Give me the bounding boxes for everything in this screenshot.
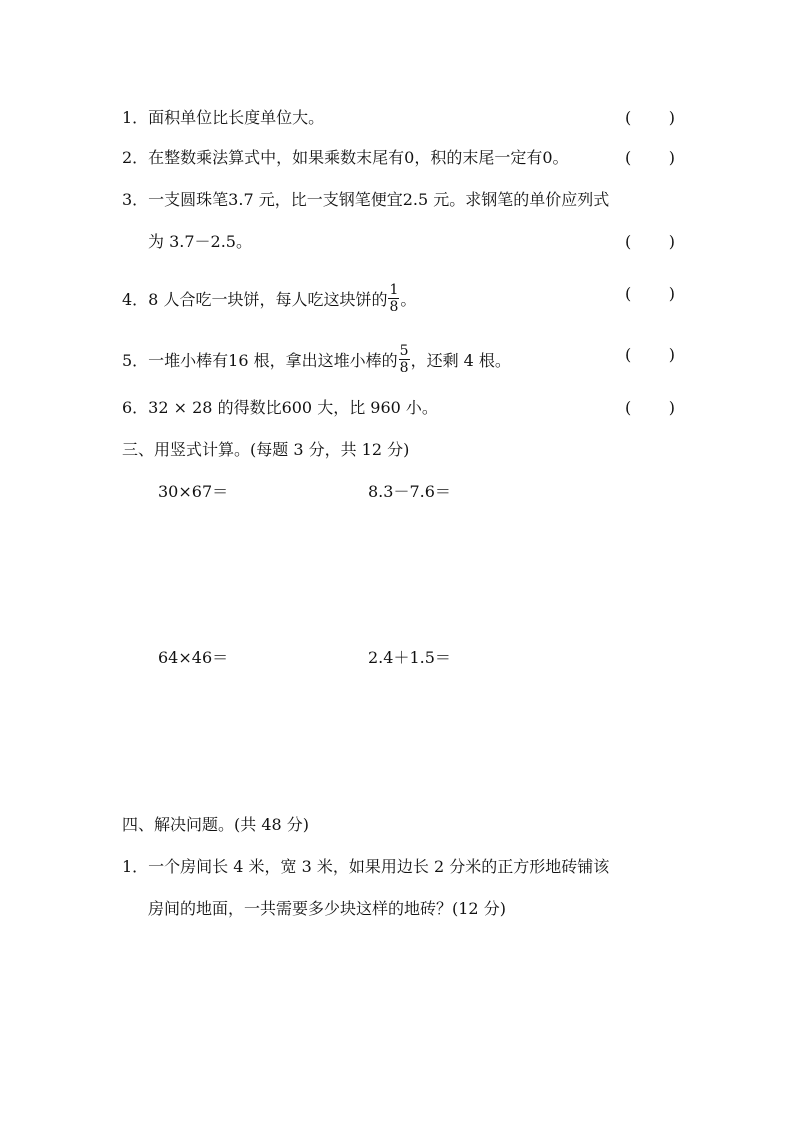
answer-parentheses-4[interactable]: ( )	[625, 284, 675, 303]
calc-problem-3: 64×46＝	[158, 648, 229, 667]
fraction: $\frac{1}{8}$	[389, 282, 399, 315]
judge-item-3-line1: 3．一支圆珠笔3.7 元，比一支钢笔便宜2.5 元。求钢笔的单价应列式	[122, 190, 610, 209]
section-4-heading: 四、解决问题。(共 48 分)	[122, 815, 310, 834]
calc-problem-2: 8.3－7.6＝	[368, 482, 451, 501]
answer-parentheses-3[interactable]: ( )	[625, 232, 675, 251]
word-problem-1-line2: 房间的地面，一共需要多少块这样的地砖？(12 分)	[148, 899, 506, 918]
word-problem-1-line1: 1．一个房间长 4 米，宽 3 米，如果用边长 2 分米的正方形地砖铺该	[122, 857, 610, 876]
judge-item-2: 2．在整数乘法算式中，如果乘数末尾有0，积的末尾一定有0。	[122, 148, 569, 167]
judge-item-3-line2: 为 3.7－2.5。	[148, 232, 252, 251]
section-3-heading: 三、用竖式计算。(每题 3 分，共 12 分)	[122, 440, 410, 459]
calc-problem-1: 30×67＝	[158, 482, 229, 501]
answer-parentheses-6[interactable]: ( )	[625, 398, 675, 417]
calc-problem-4: 2.4＋1.5＝	[368, 648, 451, 667]
judge-item-6: 6．32 × 28 的得数比600 大，比 960 小。	[122, 398, 438, 417]
judge-item-4: 4．8 人合吃一块饼，每人吃这块饼的 $\frac{1}{8}$ 。	[122, 282, 417, 315]
judge-item-1: 1．面积单位比长度单位大。	[122, 108, 325, 127]
answer-parentheses-5[interactable]: ( )	[625, 345, 675, 364]
answer-parentheses-1[interactable]: ( )	[625, 108, 675, 127]
judge-item-5: 5．一堆小棒有16 根，拿出这堆小棒的 $\frac{5}{8}$ ，还剩 4 根。	[122, 343, 511, 376]
answer-parentheses-2[interactable]: ( )	[625, 148, 675, 167]
fraction: $\frac{5}{8}$	[399, 343, 409, 376]
